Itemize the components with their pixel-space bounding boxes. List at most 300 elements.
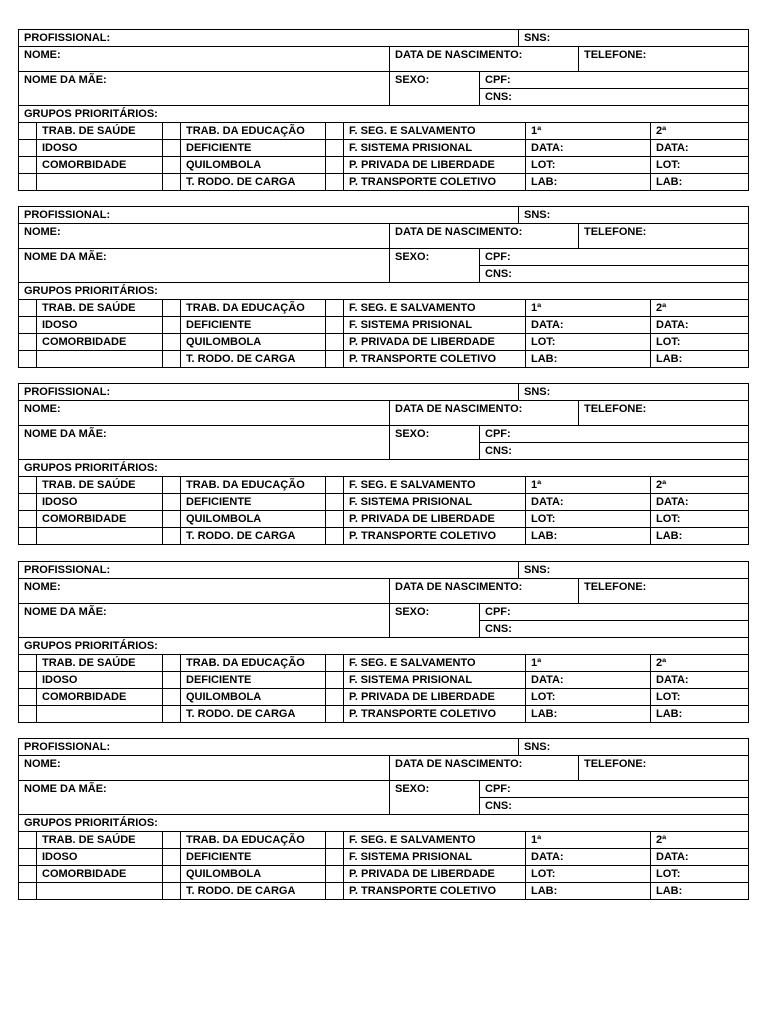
- group-cell: [36, 173, 163, 191]
- data-nascimento-field[interactable]: [389, 578, 579, 604]
- sexo-field[interactable]: [389, 780, 480, 815]
- group-cell: [180, 350, 326, 368]
- dose-label: LAB:: [531, 176, 558, 188]
- group-cell: [180, 671, 326, 689]
- telefone-field[interactable]: [578, 46, 749, 72]
- check-box-saude[interactable]: [18, 350, 37, 368]
- dose-cell[interactable]: [525, 831, 651, 849]
- dose-cell[interactable]: [525, 350, 651, 368]
- nome-label: NOME:: [24, 581, 61, 593]
- group-label: P. PRIVADA DE LIBERDADE: [349, 868, 495, 880]
- check-box-seguranca[interactable]: [325, 671, 344, 689]
- group-cell: [343, 848, 526, 866]
- check-box-seguranca[interactable]: [325, 493, 344, 511]
- profissional-field[interactable]: [18, 738, 519, 756]
- group-cell: [180, 527, 326, 545]
- dose-cell[interactable]: [650, 831, 749, 849]
- check-box-saude[interactable]: [18, 493, 37, 511]
- check-box-seguranca[interactable]: [325, 156, 344, 174]
- group-label: P. PRIVADA DE LIBERDADE: [349, 513, 495, 525]
- sns-field[interactable]: [518, 206, 749, 224]
- check-box-saude[interactable]: [18, 333, 37, 351]
- dose-cell[interactable]: [650, 299, 749, 317]
- check-box-saude[interactable]: [18, 882, 37, 900]
- dose-label: 1ª: [531, 125, 542, 137]
- dose-cell[interactable]: [650, 333, 749, 351]
- group-label: F. SEG. E SALVAMENTO: [349, 125, 476, 137]
- group-cell: [180, 156, 326, 174]
- dose-label: LAB:: [656, 176, 683, 188]
- check-box-seguranca[interactable]: [325, 882, 344, 900]
- group-cell: [36, 493, 163, 511]
- group-label: TRAB. DE SAÚDE: [42, 657, 136, 669]
- check-box-seguranca[interactable]: [325, 865, 344, 883]
- nome-field[interactable]: [18, 400, 390, 426]
- group-label: IDOSO: [42, 851, 78, 863]
- group-cell: [343, 510, 526, 528]
- group-label: COMORBIDADE: [42, 336, 127, 348]
- group-cell: [180, 316, 326, 334]
- dose-label: LAB:: [656, 708, 683, 720]
- dose-label: LOT:: [656, 159, 681, 171]
- nome-field[interactable]: [18, 755, 390, 781]
- sexo-field[interactable]: [389, 425, 480, 460]
- check-box-seguranca[interactable]: [325, 173, 344, 191]
- data-nascimento-field[interactable]: [389, 400, 579, 426]
- dose-label: DATA:: [531, 674, 564, 686]
- dose-label: DATA:: [656, 319, 689, 331]
- nome-mae-field[interactable]: [18, 603, 390, 638]
- dose-cell[interactable]: [525, 122, 651, 140]
- group-cell: [343, 882, 526, 900]
- group-cell: [343, 654, 526, 672]
- group-cell: [180, 476, 326, 494]
- group-label: T. RODO. DE CARGA: [186, 353, 296, 365]
- dose-label: 2ª: [656, 479, 667, 491]
- nome-field[interactable]: [18, 223, 390, 249]
- nome-mae-label: NOME DA MÃE:: [24, 783, 107, 795]
- group-label: TRAB. DE SAÚDE: [42, 302, 136, 314]
- group-label: T. RODO. DE CARGA: [186, 708, 296, 720]
- cns-field[interactable]: [479, 265, 749, 283]
- dose-cell[interactable]: [525, 476, 651, 494]
- profissional-field[interactable]: [18, 383, 519, 401]
- grupos-prioritarios-header: [18, 459, 749, 477]
- check-box-educacao[interactable]: [162, 139, 181, 157]
- nome-mae-label: NOME DA MÃE:: [24, 428, 107, 440]
- sexo-label: SEXO:: [395, 251, 430, 263]
- check-box-saude[interactable]: [18, 848, 37, 866]
- check-box-educacao[interactable]: [162, 156, 181, 174]
- sns-label: SNS:: [524, 564, 551, 576]
- telefone-label: TELEFONE:: [584, 49, 647, 61]
- group-cell: [180, 882, 326, 900]
- check-box-saude[interactable]: [18, 122, 37, 140]
- dose-label: 2ª: [656, 657, 667, 669]
- nome-field[interactable]: [18, 578, 390, 604]
- group-label: IDOSO: [42, 142, 78, 154]
- dose-label: DATA:: [531, 851, 564, 863]
- group-label: F. SISTEMA PRISIONAL: [349, 674, 473, 686]
- grupos-label: GRUPOS PRIORITÁRIOS:: [24, 462, 158, 474]
- telefone-label: TELEFONE:: [584, 581, 647, 593]
- check-box-educacao[interactable]: [162, 705, 181, 723]
- check-box-educacao[interactable]: [162, 173, 181, 191]
- cpf-field[interactable]: [479, 425, 749, 443]
- group-cell: [36, 865, 163, 883]
- check-box-educacao[interactable]: [162, 333, 181, 351]
- group-cell: [36, 831, 163, 849]
- check-box-saude[interactable]: [18, 527, 37, 545]
- dose-cell[interactable]: [525, 493, 651, 511]
- telefone-field[interactable]: [578, 755, 749, 781]
- telefone-field[interactable]: [578, 223, 749, 249]
- cpf-field[interactable]: [479, 248, 749, 266]
- cns-field[interactable]: [479, 797, 749, 815]
- group-cell: [343, 316, 526, 334]
- profissional-label: PROFISSIONAL:: [24, 564, 111, 576]
- check-box-seguranca[interactable]: [325, 654, 344, 672]
- group-cell: [36, 156, 163, 174]
- group-cell: [36, 139, 163, 157]
- profissional-label: PROFISSIONAL:: [24, 741, 111, 753]
- dose-label: LOT:: [531, 868, 556, 880]
- sexo-label: SEXO:: [395, 428, 430, 440]
- check-box-educacao[interactable]: [162, 316, 181, 334]
- sexo-label: SEXO:: [395, 74, 430, 86]
- check-box-educacao[interactable]: [162, 882, 181, 900]
- dose-label: DATA:: [656, 674, 689, 686]
- nome-mae-field[interactable]: [18, 248, 390, 283]
- cns-label: CNS:: [485, 800, 512, 812]
- group-cell: [343, 299, 526, 317]
- sns-field[interactable]: [518, 738, 749, 756]
- cpf-field[interactable]: [479, 603, 749, 621]
- check-box-seguranca[interactable]: [325, 350, 344, 368]
- dose-label: 1ª: [531, 834, 542, 846]
- check-box-seguranca[interactable]: [325, 333, 344, 351]
- group-label: F. SEG. E SALVAMENTO: [349, 834, 476, 846]
- dose-cell[interactable]: [650, 493, 749, 511]
- group-label: QUILOMBOLA: [186, 159, 262, 171]
- check-box-seguranca[interactable]: [325, 299, 344, 317]
- check-box-educacao[interactable]: [162, 688, 181, 706]
- group-cell: [343, 156, 526, 174]
- dose-cell[interactable]: [525, 156, 651, 174]
- dose-cell[interactable]: [650, 848, 749, 866]
- check-box-educacao[interactable]: [162, 510, 181, 528]
- grupos-prioritarios-header: [18, 814, 749, 832]
- cns-label: CNS:: [485, 91, 512, 103]
- sns-label: SNS:: [524, 386, 551, 398]
- telefone-label: TELEFONE:: [584, 403, 647, 415]
- group-label: P. TRANSPORTE COLETIVO: [349, 885, 497, 897]
- group-cell: [36, 671, 163, 689]
- check-box-educacao[interactable]: [162, 848, 181, 866]
- grupos-prioritarios-header: [18, 637, 749, 655]
- dose-cell[interactable]: [650, 476, 749, 494]
- check-box-saude[interactable]: [18, 316, 37, 334]
- profissional-field[interactable]: [18, 561, 519, 579]
- dose-cell[interactable]: [650, 350, 749, 368]
- check-box-seguranca[interactable]: [325, 316, 344, 334]
- group-label: DEFICIENTE: [186, 674, 252, 686]
- dose-label: 2ª: [656, 302, 667, 314]
- telefone-field[interactable]: [578, 578, 749, 604]
- check-box-saude[interactable]: [18, 671, 37, 689]
- group-label: TRAB. DE SAÚDE: [42, 125, 136, 137]
- dose-cell[interactable]: [525, 882, 651, 900]
- cns-label: CNS:: [485, 268, 512, 280]
- sns-field[interactable]: [518, 561, 749, 579]
- cns-label: CNS:: [485, 623, 512, 635]
- group-label: T. RODO. DE CARGA: [186, 885, 296, 897]
- nome-label: NOME:: [24, 226, 61, 238]
- dose-label: DATA:: [656, 142, 689, 154]
- group-label: DEFICIENTE: [186, 142, 252, 154]
- group-label: T. RODO. DE CARGA: [186, 530, 296, 542]
- group-label: P. TRANSPORTE COLETIVO: [349, 530, 497, 542]
- nome-mae-field[interactable]: [18, 780, 390, 815]
- dose-cell[interactable]: [525, 654, 651, 672]
- dose-label: LOT:: [656, 336, 681, 348]
- dose-label: LAB:: [656, 530, 683, 542]
- check-box-educacao[interactable]: [162, 299, 181, 317]
- group-cell: [343, 122, 526, 140]
- profissional-label: PROFISSIONAL:: [24, 386, 111, 398]
- grupos-label: GRUPOS PRIORITÁRIOS:: [24, 285, 158, 297]
- sexo-field[interactable]: [389, 603, 480, 638]
- dose-label: LOT:: [656, 868, 681, 880]
- dose-cell[interactable]: [650, 122, 749, 140]
- data-nascimento-field[interactable]: [389, 223, 579, 249]
- group-label: F. SISTEMA PRISIONAL: [349, 851, 473, 863]
- group-label: F. SEG. E SALVAMENTO: [349, 479, 476, 491]
- group-label: IDOSO: [42, 496, 78, 508]
- nome-field[interactable]: [18, 46, 390, 72]
- check-box-educacao[interactable]: [162, 831, 181, 849]
- group-label: TRAB. DE SAÚDE: [42, 834, 136, 846]
- group-cell: [36, 882, 163, 900]
- group-cell: [36, 350, 163, 368]
- dose-cell[interactable]: [650, 654, 749, 672]
- dose-label: 1ª: [531, 479, 542, 491]
- cns-field[interactable]: [479, 88, 749, 106]
- group-label: COMORBIDADE: [42, 159, 127, 171]
- dose-cell[interactable]: [525, 848, 651, 866]
- dose-cell[interactable]: [525, 688, 651, 706]
- group-cell: [36, 299, 163, 317]
- data-nascimento-label: DATA DE NASCIMENTO:: [395, 226, 523, 238]
- dose-cell[interactable]: [650, 173, 749, 191]
- dose-label: LOT:: [656, 513, 681, 525]
- check-box-saude[interactable]: [18, 865, 37, 883]
- cpf-label: CPF:: [485, 428, 511, 440]
- dose-label: DATA:: [656, 496, 689, 508]
- cns-field[interactable]: [479, 620, 749, 638]
- dose-label: 1ª: [531, 302, 542, 314]
- dose-cell[interactable]: [525, 527, 651, 545]
- dose-label: DATA:: [531, 496, 564, 508]
- group-label: F. SISTEMA PRISIONAL: [349, 496, 473, 508]
- check-box-educacao[interactable]: [162, 865, 181, 883]
- dose-cell[interactable]: [650, 156, 749, 174]
- group-cell: [180, 139, 326, 157]
- check-box-seguranca[interactable]: [325, 688, 344, 706]
- dose-cell[interactable]: [525, 333, 651, 351]
- sns-label: SNS:: [524, 32, 551, 44]
- nome-mae-field[interactable]: [18, 71, 390, 106]
- nome-mae-label: NOME DA MÃE:: [24, 606, 107, 618]
- group-cell: [180, 122, 326, 140]
- group-cell: [343, 688, 526, 706]
- group-cell: [180, 299, 326, 317]
- dose-label: LAB:: [656, 885, 683, 897]
- check-box-saude[interactable]: [18, 705, 37, 723]
- group-cell: [36, 333, 163, 351]
- sns-label: SNS:: [524, 209, 551, 221]
- group-cell: [343, 705, 526, 723]
- group-label: DEFICIENTE: [186, 851, 252, 863]
- group-cell: [180, 654, 326, 672]
- dose-label: LAB:: [531, 885, 558, 897]
- cpf-label: CPF:: [485, 606, 511, 618]
- nome-label: NOME:: [24, 403, 61, 415]
- check-box-seguranca[interactable]: [325, 848, 344, 866]
- dose-cell[interactable]: [525, 173, 651, 191]
- dose-label: 1ª: [531, 657, 542, 669]
- check-box-seguranca[interactable]: [325, 510, 344, 528]
- check-box-educacao[interactable]: [162, 476, 181, 494]
- check-box-saude[interactable]: [18, 156, 37, 174]
- group-label: COMORBIDADE: [42, 868, 127, 880]
- check-box-educacao[interactable]: [162, 654, 181, 672]
- check-box-seguranca[interactable]: [325, 139, 344, 157]
- dose-label: LAB:: [531, 353, 558, 365]
- data-nascimento-label: DATA DE NASCIMENTO:: [395, 403, 523, 415]
- dose-cell[interactable]: [525, 510, 651, 528]
- group-label: P. PRIVADA DE LIBERDADE: [349, 159, 495, 171]
- group-cell: [36, 848, 163, 866]
- group-label: COMORBIDADE: [42, 691, 127, 703]
- dose-label: LOT:: [531, 159, 556, 171]
- group-label: F. SISTEMA PRISIONAL: [349, 319, 473, 331]
- profissional-label: PROFISSIONAL:: [24, 32, 111, 44]
- cns-field[interactable]: [479, 442, 749, 460]
- profissional-label: PROFISSIONAL:: [24, 209, 111, 221]
- telefone-field[interactable]: [578, 400, 749, 426]
- group-label: F. SEG. E SALVAMENTO: [349, 302, 476, 314]
- dose-cell[interactable]: [525, 316, 651, 334]
- dose-label: DATA:: [531, 142, 564, 154]
- check-box-seguranca[interactable]: [325, 476, 344, 494]
- check-box-seguranca[interactable]: [325, 122, 344, 140]
- dose-cell[interactable]: [525, 139, 651, 157]
- dose-cell[interactable]: [650, 527, 749, 545]
- sexo-field[interactable]: [389, 248, 480, 283]
- group-cell: [343, 173, 526, 191]
- dose-cell[interactable]: [650, 316, 749, 334]
- dose-cell[interactable]: [650, 705, 749, 723]
- group-label: TRAB. DA EDUCAÇÃO: [186, 125, 305, 137]
- sns-field[interactable]: [518, 29, 749, 47]
- group-cell: [343, 350, 526, 368]
- dose-cell[interactable]: [650, 688, 749, 706]
- data-nascimento-field[interactable]: [389, 755, 579, 781]
- sns-field[interactable]: [518, 383, 749, 401]
- telefone-label: TELEFONE:: [584, 758, 647, 770]
- check-box-saude[interactable]: [18, 688, 37, 706]
- check-box-saude[interactable]: [18, 654, 37, 672]
- group-label: COMORBIDADE: [42, 513, 127, 525]
- cpf-label: CPF:: [485, 251, 511, 263]
- dose-cell[interactable]: [525, 705, 651, 723]
- dose-cell[interactable]: [650, 671, 749, 689]
- check-box-saude[interactable]: [18, 173, 37, 191]
- group-label: P. TRANSPORTE COLETIVO: [349, 353, 497, 365]
- dose-cell[interactable]: [525, 299, 651, 317]
- sexo-field[interactable]: [389, 71, 480, 106]
- group-label: TRAB. DA EDUCAÇÃO: [186, 834, 305, 846]
- check-box-saude[interactable]: [18, 476, 37, 494]
- check-box-saude[interactable]: [18, 510, 37, 528]
- check-box-saude[interactable]: [18, 299, 37, 317]
- data-nascimento-field[interactable]: [389, 46, 579, 72]
- group-cell: [180, 173, 326, 191]
- check-box-seguranca[interactable]: [325, 831, 344, 849]
- telefone-label: TELEFONE:: [584, 226, 647, 238]
- check-box-saude[interactable]: [18, 139, 37, 157]
- group-cell: [343, 476, 526, 494]
- dose-label: LOT:: [531, 513, 556, 525]
- profissional-field[interactable]: [18, 29, 519, 47]
- check-box-educacao[interactable]: [162, 493, 181, 511]
- check-box-educacao[interactable]: [162, 122, 181, 140]
- group-label: QUILOMBOLA: [186, 336, 262, 348]
- group-cell: [180, 865, 326, 883]
- data-nascimento-label: DATA DE NASCIMENTO:: [395, 758, 523, 770]
- dose-cell[interactable]: [650, 139, 749, 157]
- check-box-educacao[interactable]: [162, 350, 181, 368]
- check-box-educacao[interactable]: [162, 671, 181, 689]
- sns-label: SNS:: [524, 741, 551, 753]
- group-label: T. RODO. DE CARGA: [186, 176, 296, 188]
- dose-label: DATA:: [531, 319, 564, 331]
- check-box-saude[interactable]: [18, 831, 37, 849]
- dose-cell[interactable]: [525, 865, 651, 883]
- group-label: QUILOMBOLA: [186, 691, 262, 703]
- group-label: P. TRANSPORTE COLETIVO: [349, 708, 497, 720]
- dose-cell[interactable]: [650, 510, 749, 528]
- check-box-seguranca[interactable]: [325, 705, 344, 723]
- cpf-field[interactable]: [479, 71, 749, 89]
- grupos-prioritarios-header: [18, 282, 749, 300]
- group-label: QUILOMBOLA: [186, 868, 262, 880]
- group-cell: [36, 654, 163, 672]
- dose-cell[interactable]: [650, 882, 749, 900]
- data-nascimento-label: DATA DE NASCIMENTO:: [395, 581, 523, 593]
- nome-mae-field[interactable]: [18, 425, 390, 460]
- check-box-seguranca[interactable]: [325, 527, 344, 545]
- grupos-label: GRUPOS PRIORITÁRIOS:: [24, 817, 158, 829]
- dose-cell[interactable]: [525, 671, 651, 689]
- dose-label: LAB:: [656, 353, 683, 365]
- group-label: TRAB. DA EDUCAÇÃO: [186, 479, 305, 491]
- check-box-educacao[interactable]: [162, 527, 181, 545]
- profissional-field[interactable]: [18, 206, 519, 224]
- cpf-field[interactable]: [479, 780, 749, 798]
- dose-cell[interactable]: [650, 865, 749, 883]
